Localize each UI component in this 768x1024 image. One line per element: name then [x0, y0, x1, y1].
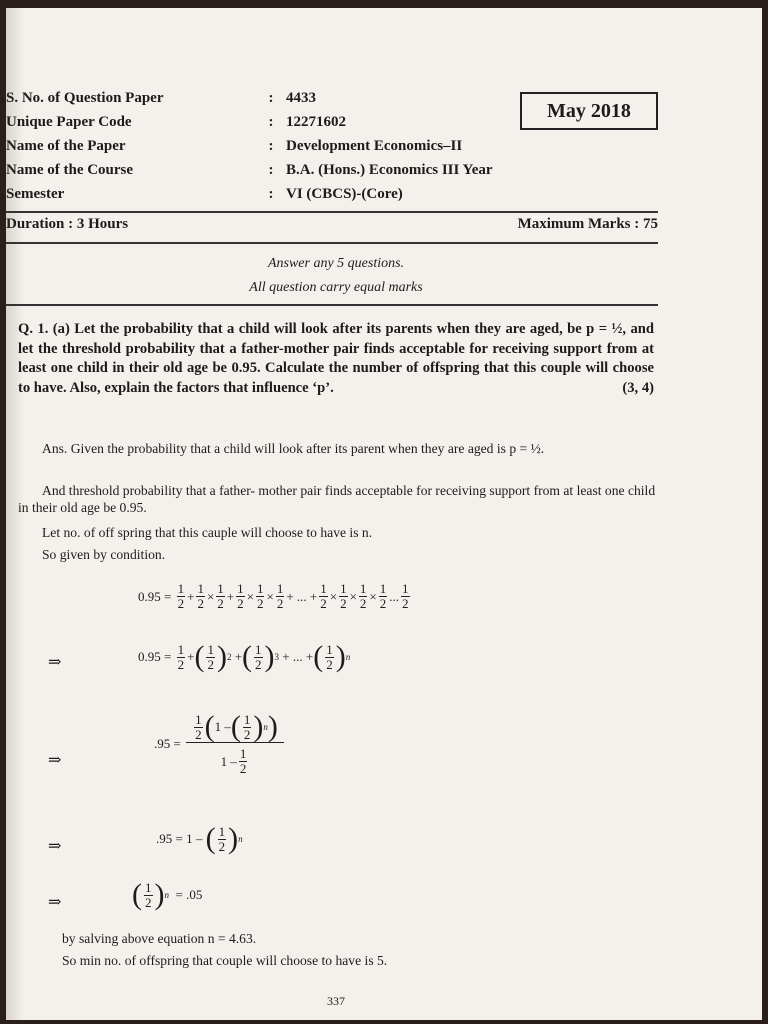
max-marks: Maximum Marks : 75: [517, 216, 658, 232]
answer-paragraph: So min no. of offspring that couple will choose to have is 5.: [62, 953, 388, 968]
page-number: 337: [327, 994, 345, 1008]
header-row: Unique Paper Code : 12271602: [6, 113, 346, 130]
header-row: Semester : VI (CBCS)-(Core): [6, 185, 403, 202]
implies-arrow: ⇒: [48, 894, 62, 911]
equation-1: 0.95 = $\frac{1}{2}$ + $\frac{1}{2}$ × $\frac{1}{2}$ + $\frac{1}{2}$ × $\frac{1}{2}$ × $\frac{1}{2}$ + ... + $\frac{1}{2}$ × $\frac{1}{2}$ × $\frac{1}{2}$ × $\frac{1}{2}$ ... $\frac{1}{2}$: [138, 581, 409, 611]
divider: [6, 211, 658, 213]
answer-paragraph: Let no. of off spring that this cauple will choose to have is n.: [42, 525, 373, 540]
duration-row: [6, 216, 658, 233]
instruction-line: All question carry equal marks: [249, 280, 423, 295]
answer-paragraph: So given by condition.: [42, 547, 166, 562]
answer-paragraph: And threshold probability that a father- mother pair finds acceptable for receiving support from at least one child in their old age be 0.95.: [18, 483, 656, 515]
header-row: Name of the Paper : Development Economics–II: [6, 137, 463, 154]
question-text: Q. 1. (a) Let the probability that a child will look after its parents when they are aged, be p = ½, and let the threshold probability that a father-mother pair finds acceptable for receiving support from at least one child in their old age be 0.95. Calculate the number of offspring that this couple will choose to have. Also, explain the factors that influence ‘p’. (3, 4): [18, 320, 654, 398]
equation-2: 0.95 = $\frac{1}{2}$ + ( $\frac{1}{2}$ ) 2 + ( $\frac{1}{2}$ ) 3 + ... + ( $\frac{1}{2}$ ) n: [138, 640, 351, 673]
divider: [6, 304, 658, 306]
equation-5: ( $\frac{1}{2}$ ) n = .05: [132, 878, 203, 911]
divider: [6, 242, 658, 244]
equation-4: .95 = 1 – ( $\frac{1}{2}$ ) n: [156, 822, 243, 855]
header-row: Name of the Course : B.A. (Hons.) Economics III Year: [6, 161, 493, 178]
answer-paragraph: by salving above equation n = 4.63.: [62, 931, 257, 946]
equation-3: .95 = $\frac{1}{2}$ ( 1 – ( $\frac{1}{2}$ ) n ) 1 – $\frac{1}{2}$: [154, 712, 286, 776]
question-marks: (3, 4): [622, 379, 654, 396]
implies-arrow: ⇒: [48, 838, 62, 855]
duration: Duration : 3 Hours: [6, 216, 129, 232]
page: [6, 8, 762, 1020]
header-row: S. No. of Question Paper : 4433: [6, 89, 316, 106]
implies-arrow: ⇒: [48, 654, 62, 671]
date-badge: May 2018: [520, 92, 658, 130]
instruction-line: Answer any 5 questions.: [267, 256, 405, 271]
implies-arrow: ⇒: [48, 752, 62, 769]
answer-paragraph: Ans. Given the probability that a child will look after its parent when they are aged is p = ½.: [42, 441, 545, 456]
